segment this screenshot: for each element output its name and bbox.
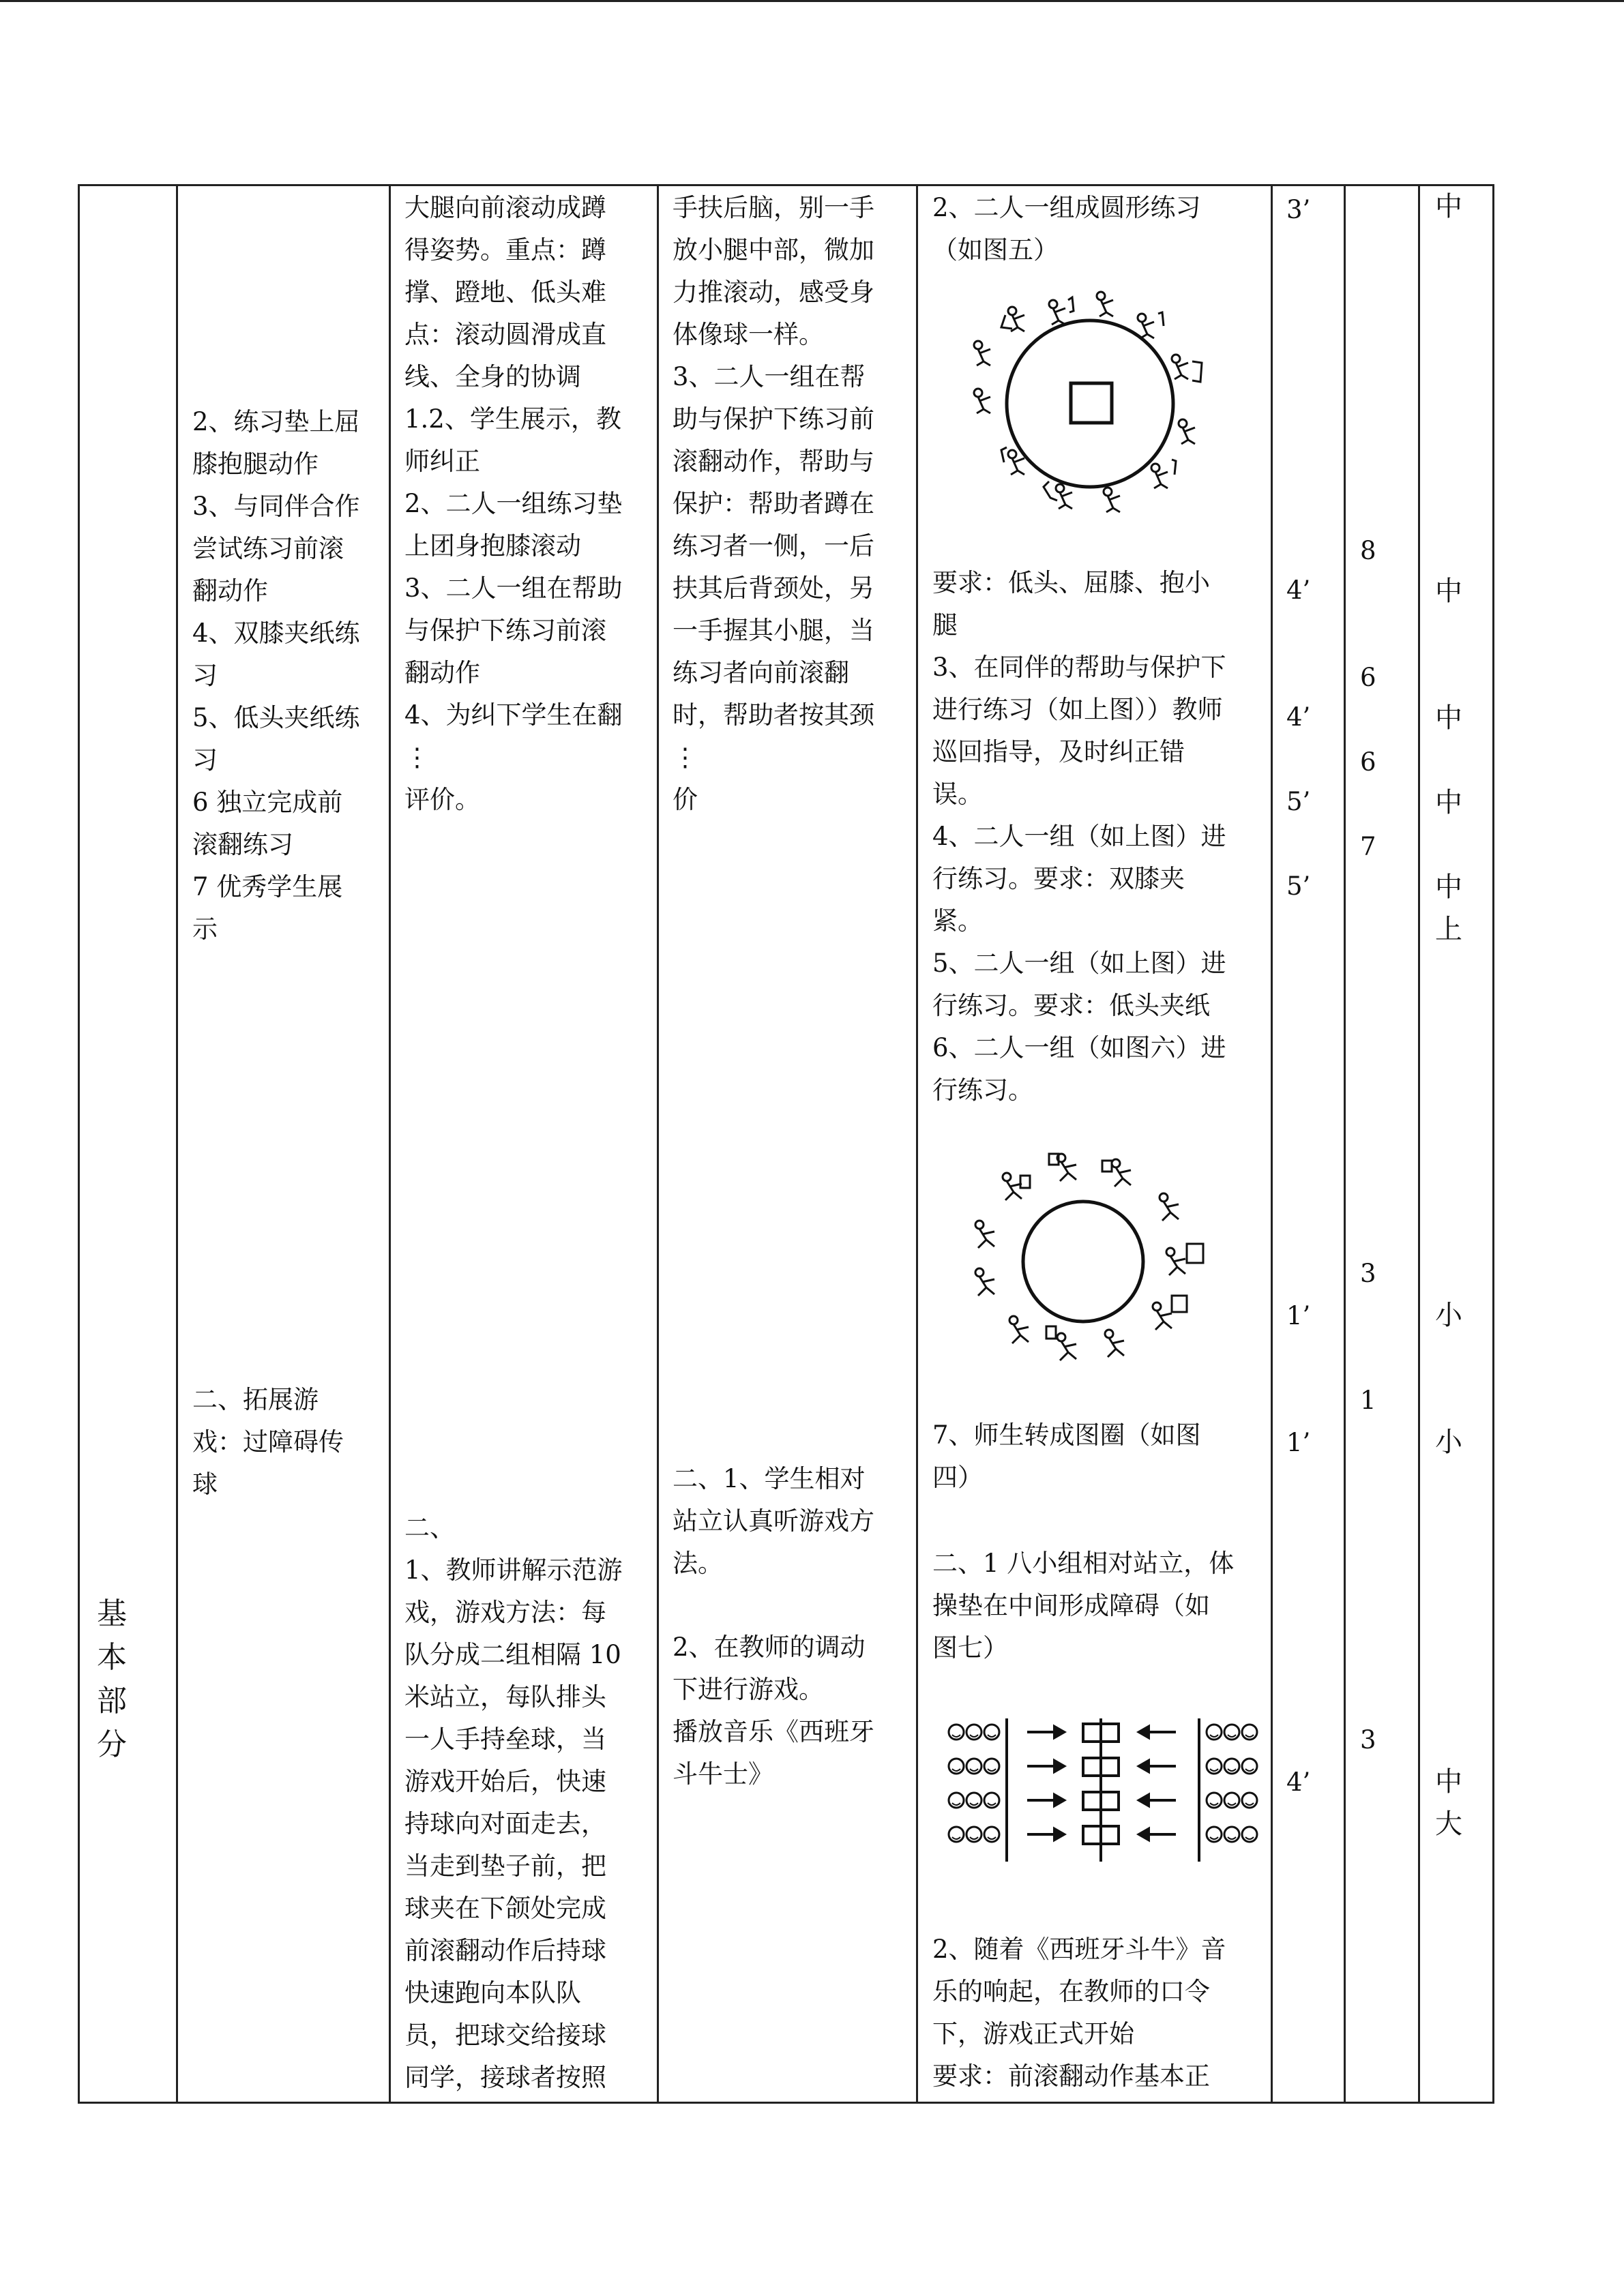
text-line: 上团身抱膝滚动 bbox=[404, 531, 581, 561]
text-line: 滚翻练习 bbox=[192, 830, 293, 859]
text-line: 翻动作 bbox=[404, 658, 480, 687]
org-block-1 bbox=[932, 187, 1201, 271]
text-line: 得姿势。重点：蹲 bbox=[404, 235, 606, 265]
text-line: 进行练习（如上图））教师 bbox=[932, 695, 1223, 724]
time-value: 1’ bbox=[1286, 1301, 1311, 1330]
text-line: 4、二人一组（如上图）进 bbox=[932, 822, 1226, 851]
text-line: 二、1、学生相对 bbox=[673, 1464, 866, 1493]
org-block-5 bbox=[932, 1928, 1226, 2098]
text-line: 球夹在下颌处完成 bbox=[404, 1894, 606, 1923]
table-border-left bbox=[78, 184, 80, 2104]
text-line: 斗牛士》 bbox=[673, 1759, 773, 1789]
text-line: 膝抱腿动作 bbox=[192, 449, 319, 479]
content-block-2 bbox=[192, 1379, 344, 1506]
org-block-2 bbox=[932, 562, 1226, 1112]
text-line: 腿 bbox=[932, 610, 958, 640]
intensity-value: 中 bbox=[1435, 191, 1462, 222]
text-line: 戏：过障碍传 bbox=[192, 1427, 344, 1457]
column-divider bbox=[176, 184, 178, 2104]
face-smiles bbox=[952, 1735, 1254, 1839]
text-line: 手扶后脑，别一手 bbox=[673, 193, 874, 222]
text-line: 保护：帮助者蹲在 bbox=[673, 489, 874, 518]
count-value: 1 bbox=[1360, 1386, 1376, 1415]
count-value: 8 bbox=[1360, 536, 1376, 565]
text-line: 2、二人一组练习垫 bbox=[404, 489, 623, 518]
student-block-2 bbox=[673, 1458, 874, 1585]
text-line: 下进行游戏。 bbox=[673, 1675, 824, 1704]
text-line: 6 独立完成前 bbox=[192, 788, 343, 817]
column-divider bbox=[657, 184, 659, 2104]
text-line: 图七） bbox=[932, 1633, 1008, 1663]
count-value: 3 bbox=[1360, 1259, 1376, 1288]
text-line: 2、在教师的调动 bbox=[673, 1632, 866, 1662]
teacher-block-2 bbox=[404, 1507, 623, 2099]
text-line: 线、全身的协调 bbox=[404, 362, 581, 391]
text-line: 3、在同伴的帮助与保护下 bbox=[932, 653, 1226, 682]
text-line: 游戏开始后，快速 bbox=[404, 1767, 606, 1796]
text-line: 同学，接球者按照 bbox=[404, 2063, 606, 2092]
table-top-border bbox=[78, 184, 1494, 186]
intensity-value: 中 bbox=[1435, 871, 1462, 903]
student-faces-left bbox=[949, 1725, 999, 1842]
text-line: 撑、蹬地、低头难 bbox=[404, 278, 606, 307]
text-line: 二、 bbox=[404, 1513, 455, 1542]
text-line: （如图五） bbox=[932, 235, 1059, 265]
text-line: 1、教师讲解示范游 bbox=[404, 1555, 623, 1585]
text-line: 4、双膝夹纸练 bbox=[192, 618, 360, 648]
text-line: 当走到垫子前，把 bbox=[404, 1851, 606, 1881]
text-line: 助与保护下练习前 bbox=[673, 404, 874, 434]
text-line: 价 bbox=[673, 785, 698, 814]
text-line: 要求：低头、屈膝、抱小 bbox=[932, 568, 1210, 597]
text-line: 法。 bbox=[673, 1549, 723, 1578]
column-divider bbox=[1271, 184, 1273, 2104]
table-bottom-border bbox=[78, 2102, 1494, 2104]
text-line: 3、二人一组在帮助 bbox=[404, 573, 623, 603]
text-line: 体像球一样。 bbox=[673, 320, 824, 349]
intensity-value: 中 bbox=[1435, 1766, 1462, 1798]
text-line: 5、二人一组（如上图）进 bbox=[932, 949, 1226, 978]
text-line: 一人手持垒球，当 bbox=[404, 1725, 606, 1754]
text-line: 评价。 bbox=[404, 785, 480, 814]
student-figures bbox=[975, 1154, 1203, 1360]
student-block-1: 手扶后脑，别一手 放小腿中部，微加 力推滚动，感受身 体像球一样。 3、二人一组在帮 助与保护下练习前 滚翻动作，帮助与 保护：帮助者蹲在 练习者一侧，一后 扶其后背颈处，另 一手握其小腿，当 练习者向前滚翻 时，帮助者按其颈 ⋮ 价 bbox=[673, 187, 874, 821]
text-line: 站立认真听游戏方 bbox=[673, 1506, 874, 1536]
time-value: 4’ bbox=[1286, 576, 1311, 605]
time-value: 5’ bbox=[1286, 871, 1311, 901]
intensity-value: 小 bbox=[1435, 1427, 1462, 1458]
text-line: 7、师生转成图圈（如图 bbox=[932, 1420, 1201, 1450]
text-line: 与保护下练习前滚 bbox=[404, 616, 606, 645]
time-value: 4’ bbox=[1286, 702, 1311, 732]
text-line: 放小腿中部，微加 bbox=[673, 235, 874, 265]
intensity-value: 上 bbox=[1435, 914, 1462, 945]
time-value: 3’ bbox=[1286, 195, 1311, 224]
table-border-right bbox=[1492, 184, 1494, 2104]
text-line: 大腿向前滚动成蹲 bbox=[404, 193, 606, 222]
text-line: 扶其后背颈处，另 bbox=[673, 573, 874, 603]
text-line: 播放音乐《西班牙 bbox=[673, 1717, 874, 1746]
intensity-value: 中 bbox=[1435, 787, 1462, 818]
text-line: 前滚翻动作后持球 bbox=[404, 1936, 606, 1965]
text-line: 6、二人一组（如图六）进 bbox=[932, 1033, 1226, 1062]
text-line: 2、二人一组成圆形练习 bbox=[932, 193, 1201, 222]
text-line: 2、练习垫上屈 bbox=[192, 407, 360, 436]
text-line: 四） bbox=[932, 1463, 983, 1492]
column-divider bbox=[1344, 184, 1346, 2104]
text-line: 习 bbox=[192, 745, 218, 775]
student-block-3 bbox=[673, 1626, 874, 1795]
text-line: 乐的响起，在教师的口令 bbox=[932, 1977, 1210, 2006]
figure-six-pair-circle bbox=[955, 1146, 1221, 1364]
formation-circle bbox=[1007, 320, 1173, 487]
count-value: 6 bbox=[1360, 663, 1376, 692]
text-line: 示 bbox=[192, 914, 218, 944]
time-value: 5’ bbox=[1286, 787, 1311, 816]
text-line: 巡回指导，及时纠正错 bbox=[932, 737, 1185, 766]
column-divider bbox=[389, 184, 391, 2104]
column-divider bbox=[1418, 184, 1420, 2104]
intensity-value: 中 bbox=[1435, 702, 1462, 734]
text-line: 下，游戏正式开始 bbox=[932, 2019, 1134, 2048]
text-line: 持球向对面走去， bbox=[404, 1809, 606, 1838]
text-line: 7 优秀学生展 bbox=[192, 872, 343, 901]
text-line: 行练习。要求：低头夹纸 bbox=[932, 991, 1210, 1020]
org-block-3 bbox=[932, 1414, 1201, 1499]
column-divider bbox=[916, 184, 918, 2104]
content-block-1 bbox=[192, 401, 360, 951]
text-line: 习 bbox=[192, 661, 218, 690]
text-line: 戏，游戏方法：每 bbox=[404, 1598, 606, 1627]
figure-seven-relay-layout bbox=[947, 1718, 1260, 1875]
text-line: 点：滚动圆滑成直 bbox=[404, 320, 606, 349]
text-line: 二、拓展游 bbox=[192, 1385, 319, 1414]
text-line: 员，把球交给接球 bbox=[404, 2021, 606, 2050]
time-value: 4’ bbox=[1286, 1768, 1311, 1797]
text-line: 行练习。要求：双膝夹 bbox=[932, 864, 1185, 893]
figure-five-circle-formation bbox=[967, 286, 1220, 532]
student-faces-right bbox=[1207, 1725, 1257, 1842]
count-value: 7 bbox=[1360, 832, 1376, 861]
teacher-block-1: 大腿向前滚动成蹲 得姿势。重点：蹲 撑、蹬地、低头难 点：滚动圆滑成直 线、全身的协调 1.2、学生展示，教 师纠正 2、二人一组练习垫 上团身抱膝滚动 3、二人一组在帮助 与保护下练习前滚 翻动作 4、为纠下学生在翻 ⋮ 评价。 bbox=[404, 187, 623, 821]
intensity-value: 小 bbox=[1435, 1300, 1462, 1331]
text-line: 尝试练习前滚 bbox=[192, 534, 344, 563]
time-value: 1’ bbox=[1286, 1428, 1311, 1457]
text-line: 行练习。 bbox=[932, 1075, 1033, 1105]
text-line: 操垫在中间形成障碍（如 bbox=[932, 1591, 1210, 1620]
text-line: 3、二人一组在帮 bbox=[673, 362, 866, 391]
arrows-left bbox=[1139, 1727, 1176, 1840]
text-line: 1.2、学生展示，教 bbox=[404, 404, 621, 434]
text-line: 师纠正 bbox=[404, 447, 480, 476]
text-line: 练习者向前滚翻 bbox=[673, 658, 849, 687]
text-line: 3、与同伴合作 bbox=[192, 492, 360, 521]
text-line: 滚翻动作，帮助与 bbox=[673, 447, 874, 476]
mat-obstacles bbox=[1083, 1718, 1119, 1862]
text-line: 时，帮助者按其颈 bbox=[673, 700, 874, 730]
page-top-rule bbox=[0, 0, 1624, 2]
org-block-4 bbox=[932, 1542, 1234, 1669]
count-value: 3 bbox=[1360, 1725, 1376, 1755]
text-line: 二、1 八小组相对站立，体 bbox=[932, 1549, 1235, 1578]
intensity-value: 中 bbox=[1435, 576, 1462, 607]
text-line: 2、随着《西班牙斗牛》音 bbox=[932, 1935, 1226, 1964]
intensity-value: 大 bbox=[1435, 1808, 1462, 1840]
text-line: 误。 bbox=[932, 779, 983, 809]
text-line: 5、低头夹纸练 bbox=[192, 703, 360, 732]
text-line: 队分成二组相隔 10 bbox=[404, 1640, 621, 1669]
section-label: 基 本 部 分 bbox=[97, 1596, 127, 1762]
text-line: 力推滚动，感受身 bbox=[673, 278, 874, 307]
text-line: 紧。 bbox=[932, 906, 983, 936]
text-line: 要求：前滚翻动作基本正 bbox=[932, 2061, 1210, 2091]
text-line: 快速跑向本队队 bbox=[404, 1978, 581, 2008]
text-line: 米站立，每队排头 bbox=[404, 1682, 606, 1712]
count-value: 6 bbox=[1360, 747, 1376, 777]
text-line: 翻动作 bbox=[192, 576, 268, 606]
formation-circle bbox=[1023, 1202, 1143, 1322]
center-mat-icon bbox=[1071, 383, 1112, 423]
text-line: 球 bbox=[192, 1470, 218, 1499]
text-line: 一手握其小腿，当 bbox=[673, 616, 874, 645]
text-line: 练习者一侧，一后 bbox=[673, 531, 874, 561]
arrows-right bbox=[1027, 1727, 1064, 1840]
text-line: 4、为纠下学生在翻 bbox=[404, 700, 623, 730]
